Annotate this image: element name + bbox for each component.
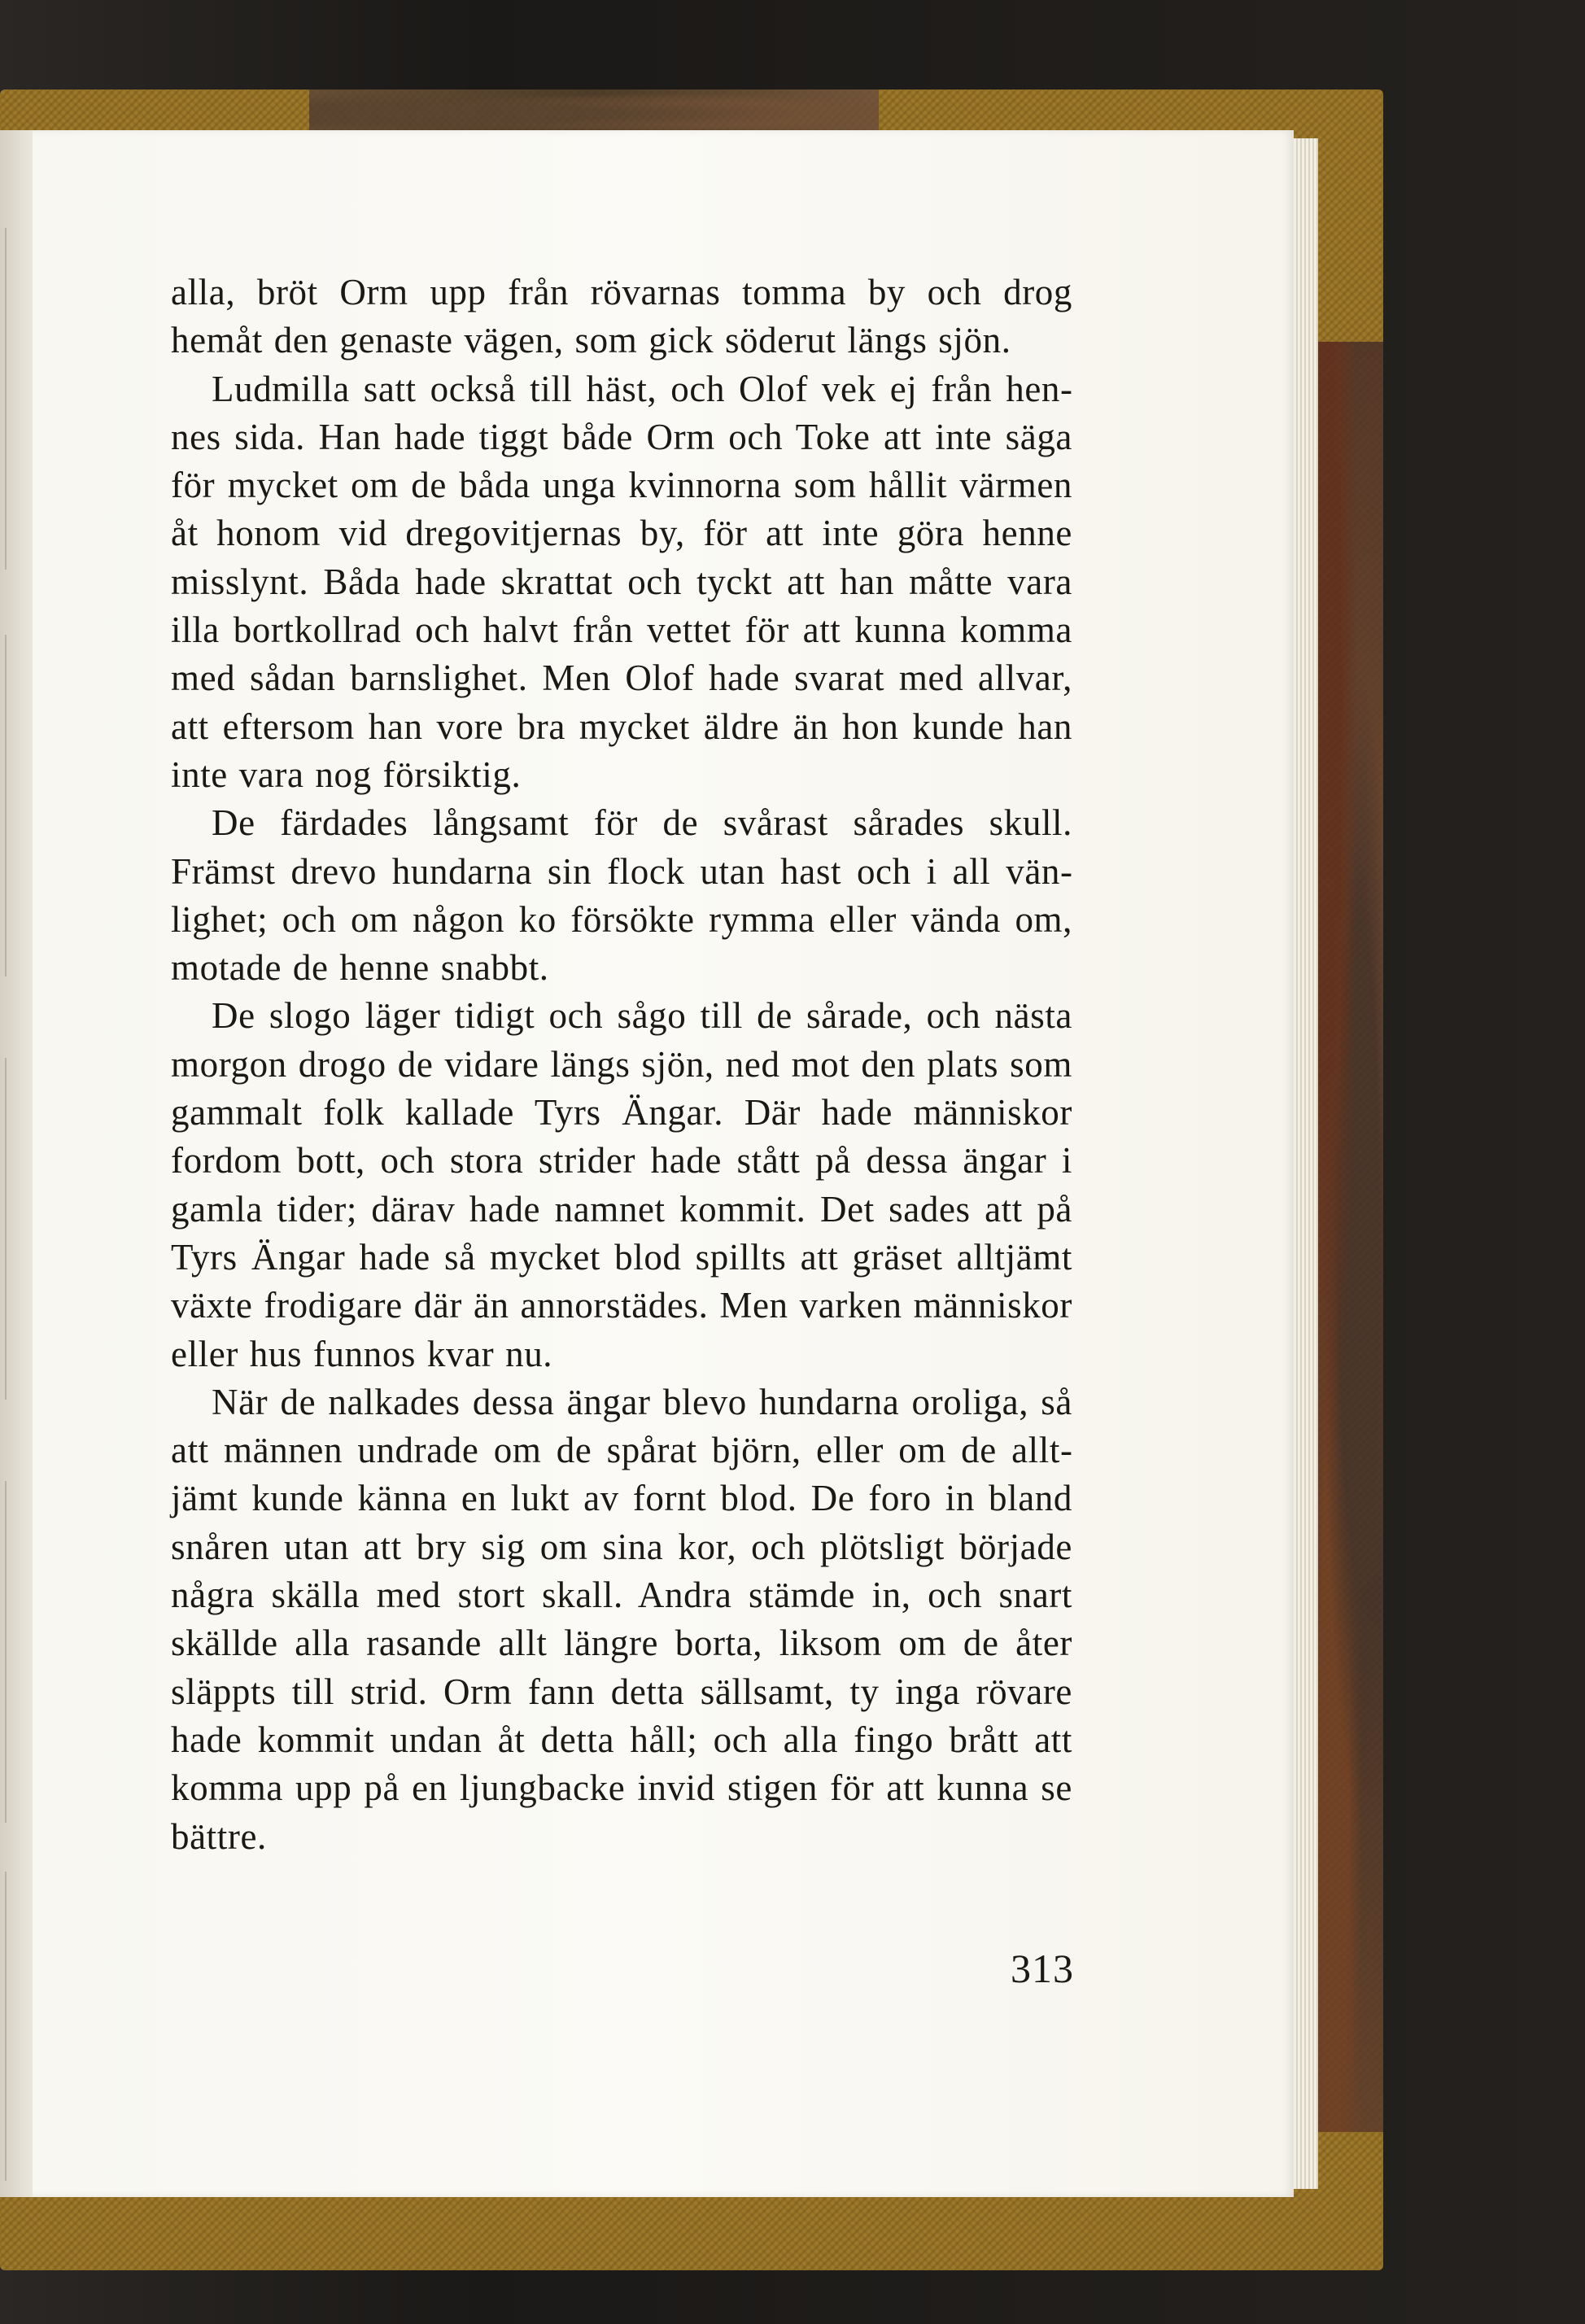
paragraph-2: Ludmilla satt också till häst, och Olof vek ej från hennes sida. Han hade tiggt både Orm och Toke att inte säga för mycket om de båda unga kvinnorna som hållit värmen åt honom vid dregovitjernas by, för att inte göra henne misslynt. Båda hade skrattat och tyckt att han måtte vara illa bortkollrad och halvt från vettet för att kunna komma med sådan barnslighet. Men Olof hade svarat med allvar, att eftersom han vore bra mycket äldre än hon kunde han inte vara nog försiktig. [171, 368, 1072, 795]
body-text [171, 269, 1072, 1861]
binding-thread [5, 1872, 7, 2181]
paragraph-4: De slogo läger tidigt och sågo till de sårade, och nästa morgon drogo de vidare längs sjön, ned mot den plats som gammalt folk kallade Tyrs Ängar. Där hade människor fordom bott, och stora strider hade stått på dessa ängar i gamla tider; därav hade namnet kommit. Det sades att på Tyrs Ängar hade så mycket blod spillts att gräset alltjämt växte frodigare där än annorstädes. Men varken människor eller hus funnos kvar nu. [171, 995, 1072, 1374]
paragraph-5: När de nalkades dessa ängar blevo hundarna oroliga, så att männen undrade om de spårat björn, eller om de alltjämt kunde känna en lukt av fornt blod. De foro in bland snåren utan att bry sig om sina kor, och plötsligt började några skälla med stort skall. Andra stämde in, och snart skällde alla rasande allt längre borta, liksom om de åter släppts till strid. Orm fann detta sällsamt, ty inga rövare hade kommit undan åt detta håll; och alla fingo brått att komma upp på en ljungbacke invid stigen för att kunna se bättre. [171, 1381, 1072, 1857]
binding-thread [5, 1481, 7, 1823]
paragraph-1: alla, bröt Orm upp från rövarnas tomma by och drog hemåt den genaste vägen, som gick söderut längs sjön. [171, 272, 1072, 361]
binding-gutter [0, 130, 33, 2197]
binding-thread [5, 1058, 7, 1400]
paragraph-3: De färdades långsamt för de svårast sårades skull. Främst drevo hundarna sin flock utan hast och i all vänlighet; och om någon ko försökte rymma eller vända om, motade de henne snabbt. [171, 802, 1072, 989]
page-number: 313 [1011, 1946, 1074, 1991]
binding-thread [5, 228, 7, 570]
binding-thread [5, 635, 7, 976]
